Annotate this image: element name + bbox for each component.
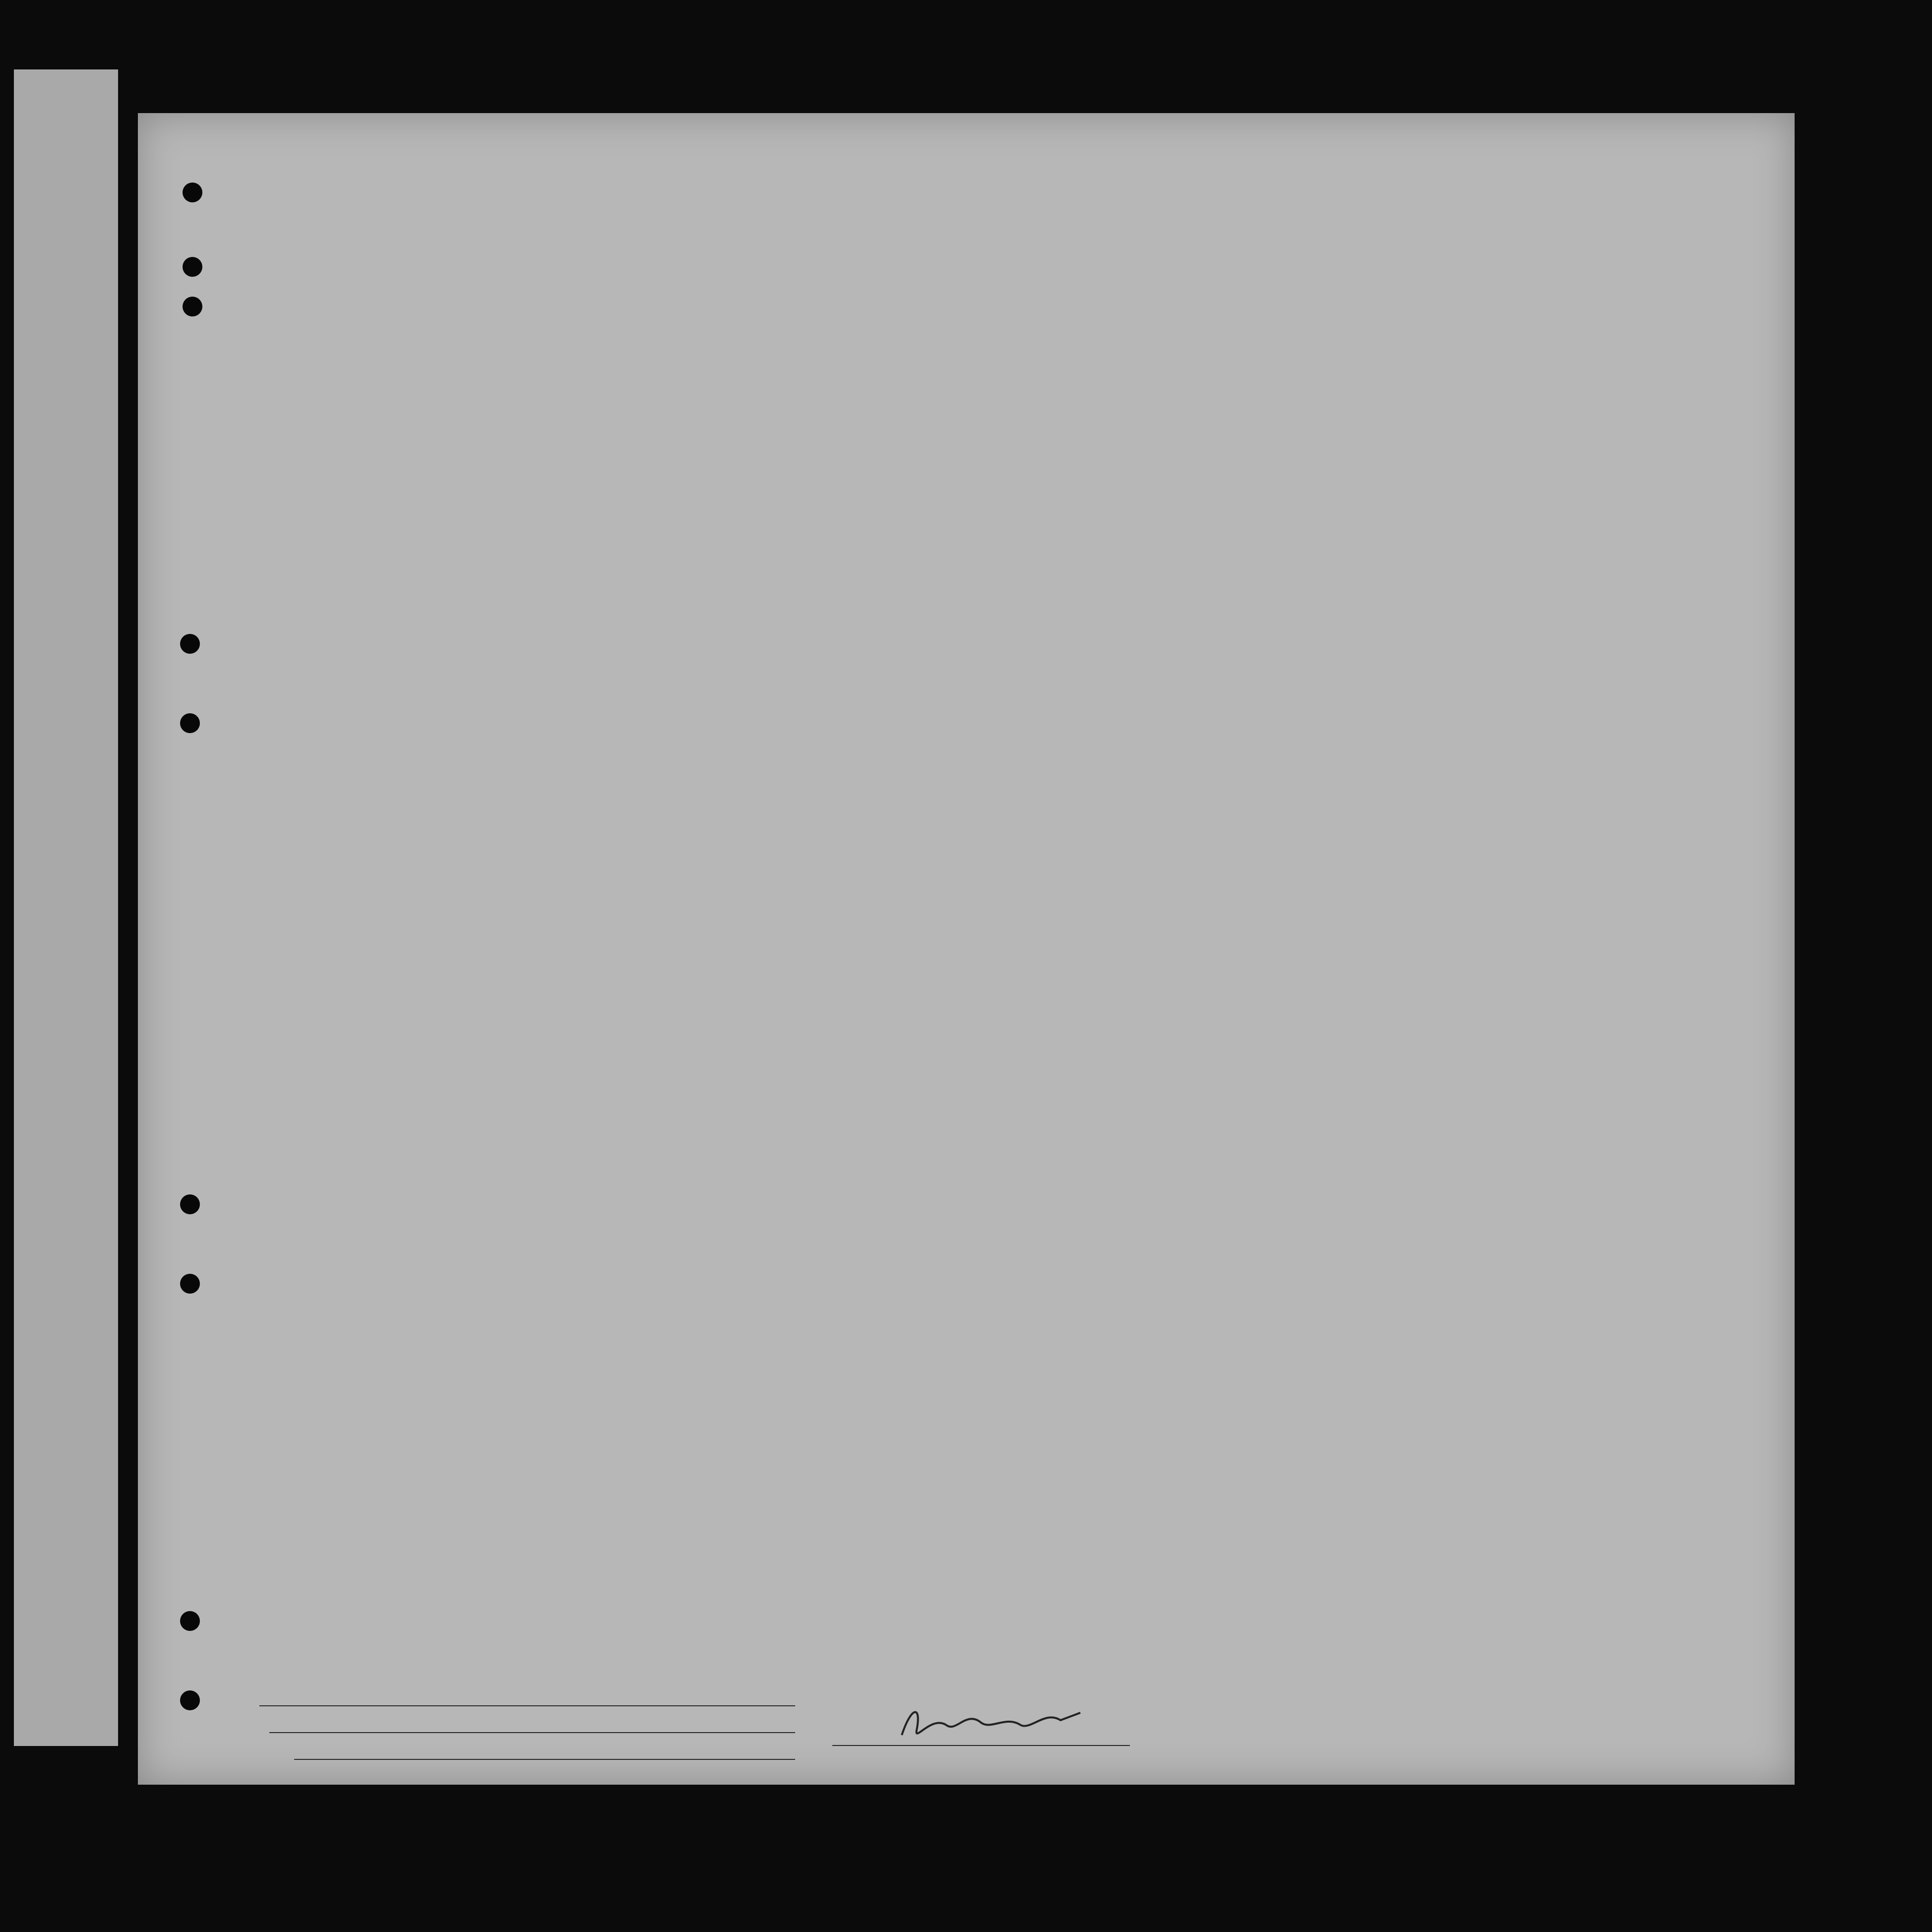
footer-line-rule	[259, 1705, 795, 1706]
punch-hole	[183, 257, 202, 277]
punch-hole	[183, 183, 202, 202]
footer-agents-rule	[294, 1759, 795, 1760]
punch-hole	[183, 297, 202, 316]
inspector-rule	[832, 1745, 1130, 1746]
punch-hole	[180, 1274, 200, 1294]
footer-owners-rule	[269, 1732, 795, 1733]
inspector-signature	[892, 1695, 1100, 1755]
punch-hole	[180, 1690, 200, 1710]
manifest-page	[138, 113, 1795, 1785]
punch-hole	[180, 713, 200, 733]
punch-hole	[180, 634, 200, 654]
punch-hole	[180, 1194, 200, 1214]
adjacent-page-strip	[14, 69, 118, 1746]
punch-hole	[180, 1611, 200, 1631]
